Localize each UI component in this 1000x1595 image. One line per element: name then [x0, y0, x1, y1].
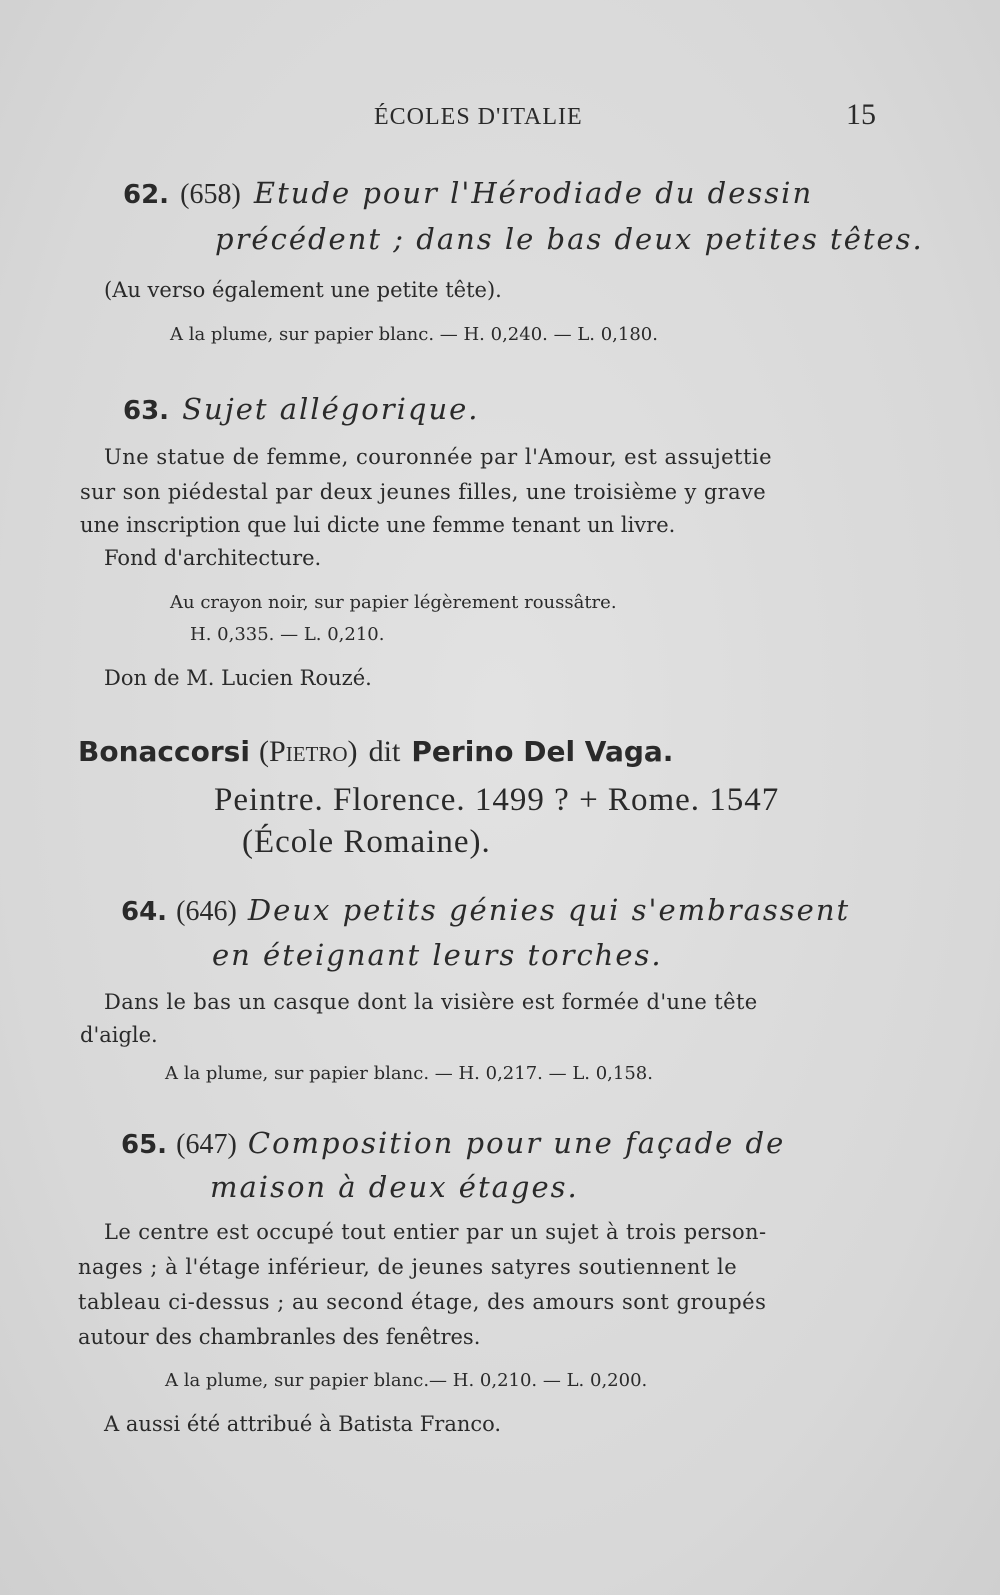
entry-title: Etude pour l'Hérodiade du dessin	[253, 176, 814, 210]
entry-title-continued: en éteignant leurs torches.	[212, 938, 663, 972]
entry-title-continued: précédent ; dans le bas deux petites têtes.	[215, 222, 924, 256]
entry-description-line: (Au verso également une petite tête).	[104, 278, 502, 302]
artist-surname: Bonaccorsi	[78, 735, 250, 768]
entry-title: Deux petits génies qui s'embrassent	[247, 893, 851, 927]
entry-description-line: tableau ci-dessus ; au second étage, des amours sont groupés	[78, 1290, 767, 1314]
entry-title: Sujet allégorique.	[182, 392, 480, 426]
entry-63-heading	[123, 392, 480, 426]
entry-number: 62.	[123, 180, 170, 210]
entry-technique: Au crayon noir, sur papier légèrement roussâtre.	[170, 592, 617, 613]
entry-description-line: une inscription que lui dicte une femme tenant un livre.	[80, 513, 676, 537]
entry-title: Composition pour une façade de	[247, 1126, 786, 1160]
page-number: 15	[846, 98, 876, 131]
entry-description-line: d'aigle.	[80, 1023, 158, 1047]
entry-description-line: Fond d'architecture.	[104, 546, 322, 570]
artist-dit: dit	[368, 735, 401, 768]
entry-description-line: autour des chambranles des fenêtres.	[78, 1325, 481, 1349]
running-title: ÉCOLES D'ITALIE	[374, 104, 583, 130]
entry-description-line: nages ; à l'étage inférieur, de jeunes satyres soutiennent le	[78, 1255, 738, 1279]
entry-description-line: Dans le bas un casque dont la visière est formée d'une tête	[104, 990, 758, 1014]
entry-reference: (646)	[176, 896, 237, 927]
artist-biography: Peintre. Florence. 1499 ? + Rome. 1547	[214, 782, 780, 818]
entry-provenance: Don de M. Lucien Rouzé.	[104, 666, 372, 690]
entry-description-line: Le centre est occupé tout entier par un sujet à trois person-	[104, 1220, 767, 1244]
entry-62-heading	[123, 176, 813, 211]
entry-technique: A la plume, sur papier blanc. — H. 0,240. — L. 0,180.	[170, 324, 658, 345]
entry-number: 64.	[121, 897, 168, 927]
artist-alias: Perino Del Vaga.	[411, 735, 674, 768]
entry-dimensions: H. 0,335. — L. 0,210.	[190, 624, 385, 645]
entry-description-line: Une statue de femme, couronnée par l'Amour, est assujettie	[104, 445, 773, 469]
entry-number: 63.	[123, 396, 170, 426]
artist-first-name-open: (	[259, 735, 270, 768]
entry-reference: (658)	[180, 179, 241, 210]
entry-number: 65.	[121, 1130, 168, 1160]
entry-description-line: sur son piédestal par deux jeunes filles, une troisième y grave	[80, 480, 767, 504]
artist-school: (École Romaine).	[242, 824, 491, 860]
entry-title-continued: maison à deux étages.	[210, 1170, 579, 1204]
artist-heading	[78, 735, 673, 769]
artist-first-name: Pietro	[269, 735, 348, 768]
entry-technique: A la plume, sur papier blanc. — H. 0,217. — L. 0,158.	[165, 1063, 653, 1084]
artist-first-name-close: )	[347, 735, 358, 768]
entry-64-heading	[121, 893, 850, 928]
entry-provenance: A aussi été attribué à Batista Franco.	[104, 1412, 502, 1436]
entry-technique: A la plume, sur papier blanc.— H. 0,210. — L. 0,200.	[165, 1370, 648, 1391]
entry-65-heading	[121, 1126, 785, 1161]
entry-reference: (647)	[176, 1129, 237, 1160]
